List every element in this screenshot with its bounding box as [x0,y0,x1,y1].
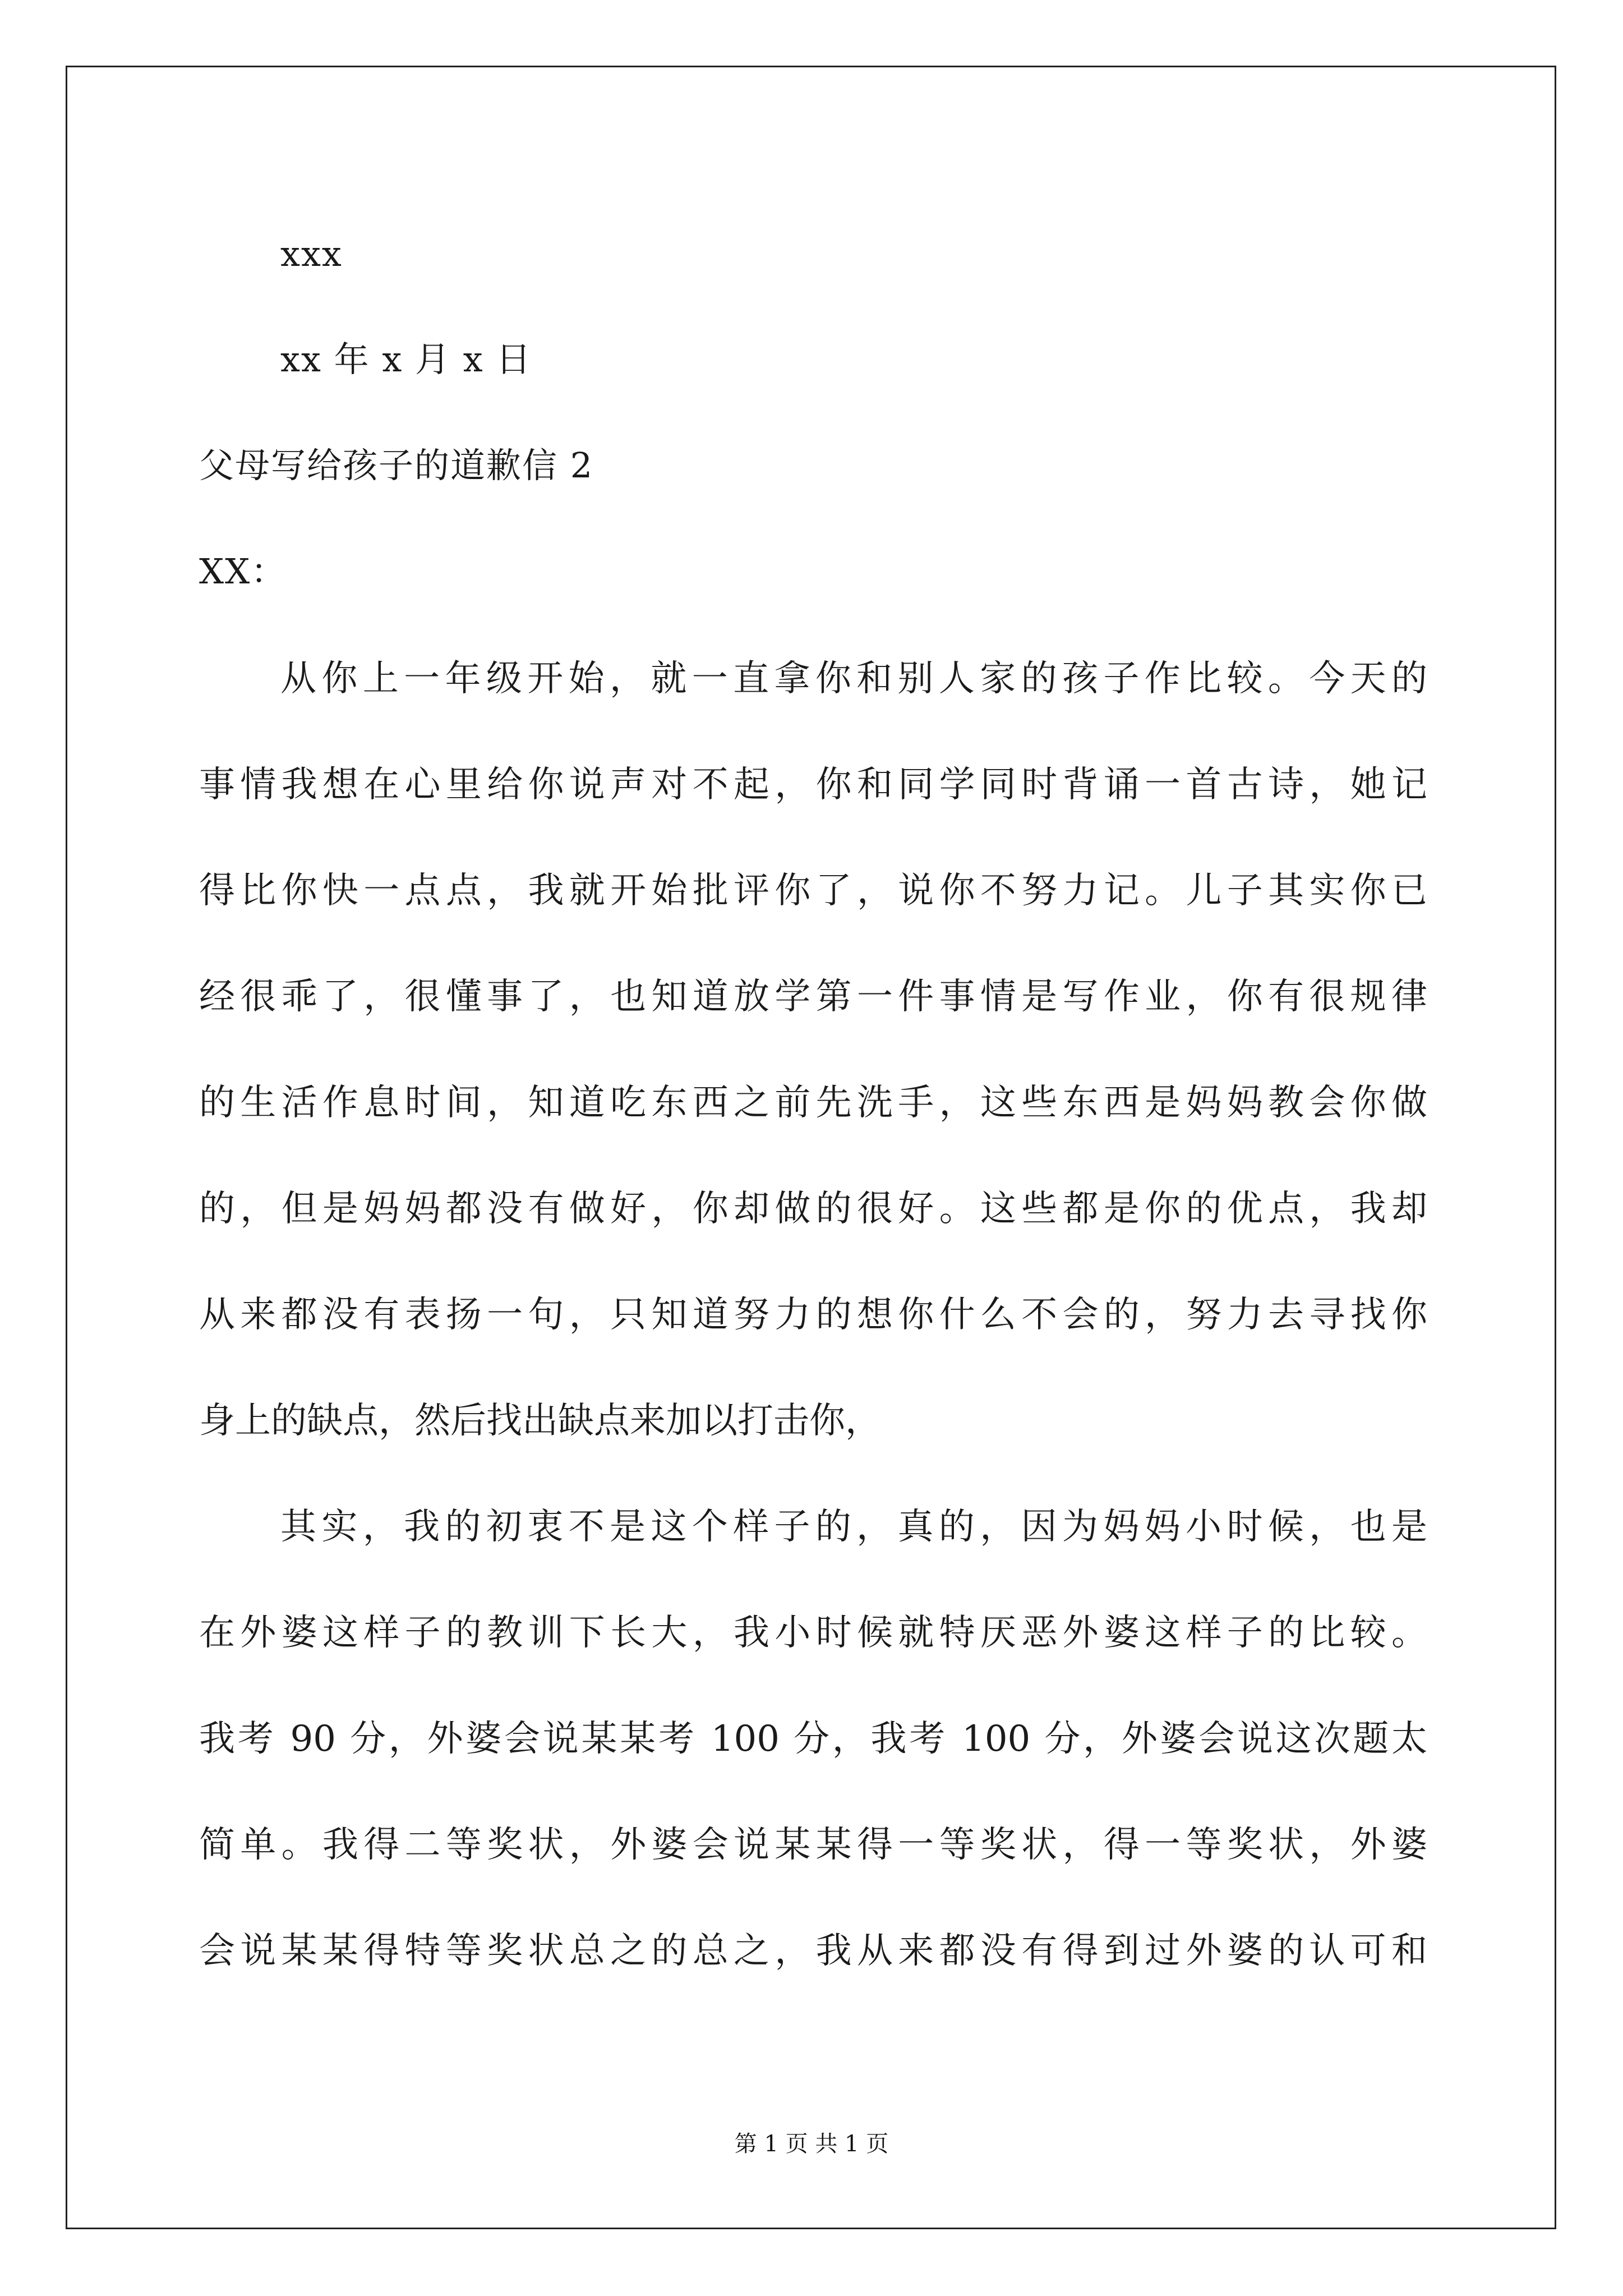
paragraph-line: 从你上一年级开始，就一直拿你和别人家的孩子作比较。今天的 [280,658,1427,700]
date: xx 年 x 月 x 日 [280,339,532,380]
paragraph-line: 得比你快一点点，我就开始批评你了，说你不努力记。儿子其实你已 [199,870,1427,912]
paragraph-line: 从来都没有表扬一句，只知道努力的想你什么不会的，努力去寻找你 [199,1294,1427,1336]
letter-title: 父母写给孩子的道歉信 2 [199,445,594,486]
signature: xxx [280,233,343,274]
page-border [66,66,1556,2229]
paragraph-line: 简单。我得二等奖状，外婆会说某某得一等奖状，得一等奖状，外婆 [199,1824,1427,1866]
paragraph-line: 其实，我的初衷不是这个样子的，真的，因为妈妈小时候，也是 [280,1506,1427,1548]
paragraph-line: 的生活作息时间，知道吃东西之前先洗手，这些东西是妈妈教会你做 [199,1082,1427,1124]
salutation: XX： [199,551,287,592]
paragraph-line: 我考 90 分，外婆会说某某考 100 分，我考 100 分，外婆会说这次题太 [199,1718,1427,1760]
paragraph-line: 的，但是妈妈都没有做好，你却做的很好。这些都是你的优点，我却 [199,1188,1427,1230]
page-footer: 第 1 页 共 1 页 [734,2131,889,2157]
paragraph-line: 在外婆这样子的教训下长大，我小时候就特厌恶外婆这样子的比较。 [199,1612,1427,1654]
paragraph-line: 身上的缺点，然后找出缺点来加以打击你， [199,1400,881,1442]
paragraph-line: 会说某某得特等奖状总之的总之，我从来都没有得到过外婆的认可和 [199,1930,1427,1972]
paragraph-line: 事情我想在心里给你说声对不起，你和同学同时背诵一首古诗，她记 [199,764,1427,806]
paragraph-line: 经很乖了，很懂事了，也知道放学第一件事情是写作业，你有很规律 [199,976,1427,1018]
